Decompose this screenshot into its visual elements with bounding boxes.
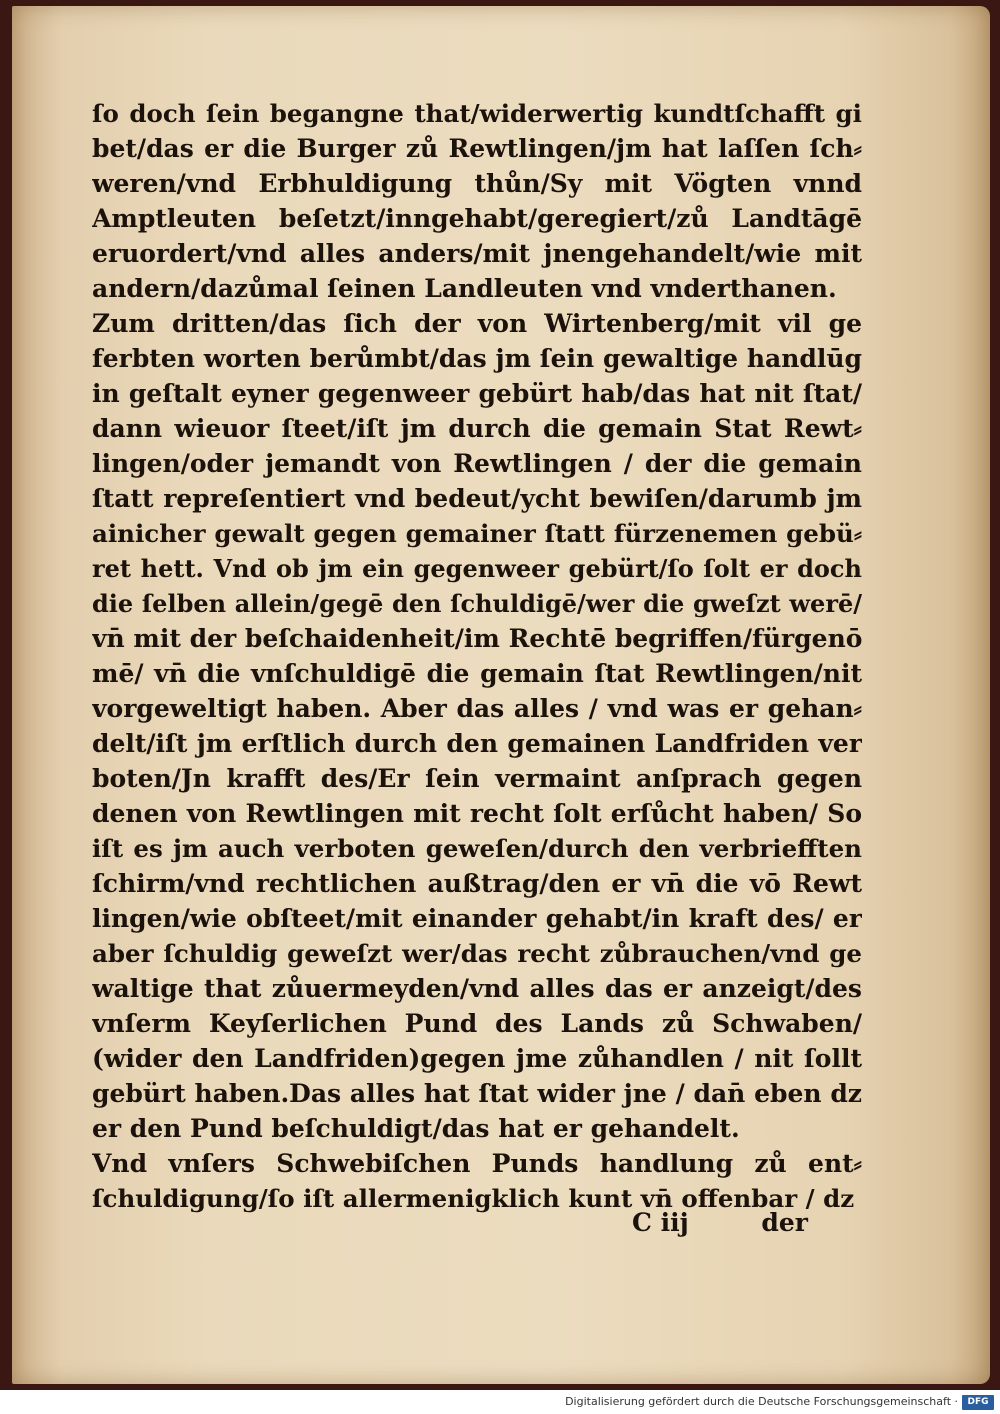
text-line: Zum dritten/das ſich der von Wirtenberg/mit vil ge: [92, 309, 862, 338]
text-line: gebürt haben.Das alles hat ſtat wider jne / dan̄ eben dz: [92, 1079, 862, 1108]
signature-line: [632, 1208, 808, 1237]
text-line: Amptleuten beſetzt/inngehabt/geregiert/zů Landtāgē: [92, 204, 862, 233]
text-line: ſchirm/vnd rechtlichen außtrag/den er vn̄ die vō Rewt: [92, 869, 862, 898]
text-line: Vnd vnſers Schwebiſchen Punds handlung zů ent⸗: [92, 1149, 862, 1178]
text-line: er den Pund beſchuldigt/das hat er gehandelt.: [92, 1114, 740, 1143]
text-line: lingen/oder jemandt von Rewtlingen / der die gemain: [92, 449, 862, 478]
text-line: iſt es jm auch verboten geweſen/durch den verbriefften: [92, 834, 862, 863]
text-line: ainicher gewalt gegen gemainer ſtatt fürzenemen gebü⸗: [92, 519, 862, 548]
text-line: denen von Rewtlingen mit recht ſolt erſůcht haben/ So: [92, 799, 862, 828]
text-line: ferbten worten berůmbt/das jm ſein gewaltige handlūg: [92, 344, 862, 373]
text-line: delt/iſt jm erſtlich durch den gemainen Landfriden ver: [92, 729, 862, 758]
text-line: ſtatt repreſentiert vnd bedeut/ycht bewiſen/darumb jm: [92, 484, 862, 513]
text-line: ſo doch ſein begangne that/widerwertig kundtſchafft gi: [92, 99, 862, 128]
text-line: vn̄ mit der beſchaidenheit/im Rechtē begriffen/fürgenō: [92, 624, 862, 653]
footer-bar: [0, 1392, 1000, 1414]
text-line: (wider den Landfriden)gegen jme zůhandlen / nit ſollt: [92, 1044, 862, 1073]
text-line: ſchuldigung/ſo iſt allermenigklich kunt vn̄ offenbar / dz: [92, 1184, 855, 1213]
text-line: aber ſchuldig geweſzt wer/das recht zůbrauchen/vnd ge: [92, 939, 862, 968]
book-page: [12, 6, 990, 1384]
text-line: boten/Jn krafft des/Er ſein vermaint anſprach gegen: [92, 764, 862, 793]
catchword: der: [761, 1208, 808, 1237]
text-block: [92, 96, 862, 1216]
text-line: bet/das er die Burger zů Rewtlingen/jm hat laſſen ſch⸗: [92, 134, 862, 163]
text-line: vorgeweltigt haben. Aber das alles / vnd was er gehan⸗: [92, 694, 862, 723]
text-line: ret hett. Vnd ob jm ein gegenweer gebürt/ſo ſolt er doch: [92, 554, 862, 583]
text-line: dann wieuor ſteet/iſt jm durch die gemain Stat Rewt⸗: [92, 414, 862, 443]
text-line: in geſtalt eyner gegenweer gebürt hab/das hat nit ſtat/: [92, 379, 862, 408]
signature-mark: C iij: [632, 1208, 689, 1237]
dfg-logo: DFG: [962, 1395, 994, 1410]
text-line: mē/ vn̄ die vnſchuldigē die gemain ſtat Rewtlingen/nit: [92, 659, 862, 688]
text-line: vnſerm Keyſerlichen Pund des Lands zů Schwaben/: [92, 1009, 862, 1038]
text-line: die ſelben allein/gegē den ſchuldigē/wer die gweſzt werē/: [92, 589, 862, 618]
text-line: weren/vnd Erbhuldigung thůn/Sy mit Vögten vnnd: [92, 169, 862, 198]
text-line: lingen/wie obſteet/mit einander gehabt/in kraft des/ er: [92, 904, 862, 933]
text-line: andern/dazůmal ſeinen Landleuten vnd vnderthanen.: [92, 274, 837, 303]
footer-credit: Digitalisierung gefördert durch die Deutsche Forschungsgemeinschaft ·: [565, 1395, 958, 1408]
text-line: eruordert/vnd alles anders/mit jnengehandelt/wie mit: [92, 239, 862, 268]
text-line: waltige that zůuermeyden/vnd alles das er anzeigt/des: [92, 974, 862, 1003]
